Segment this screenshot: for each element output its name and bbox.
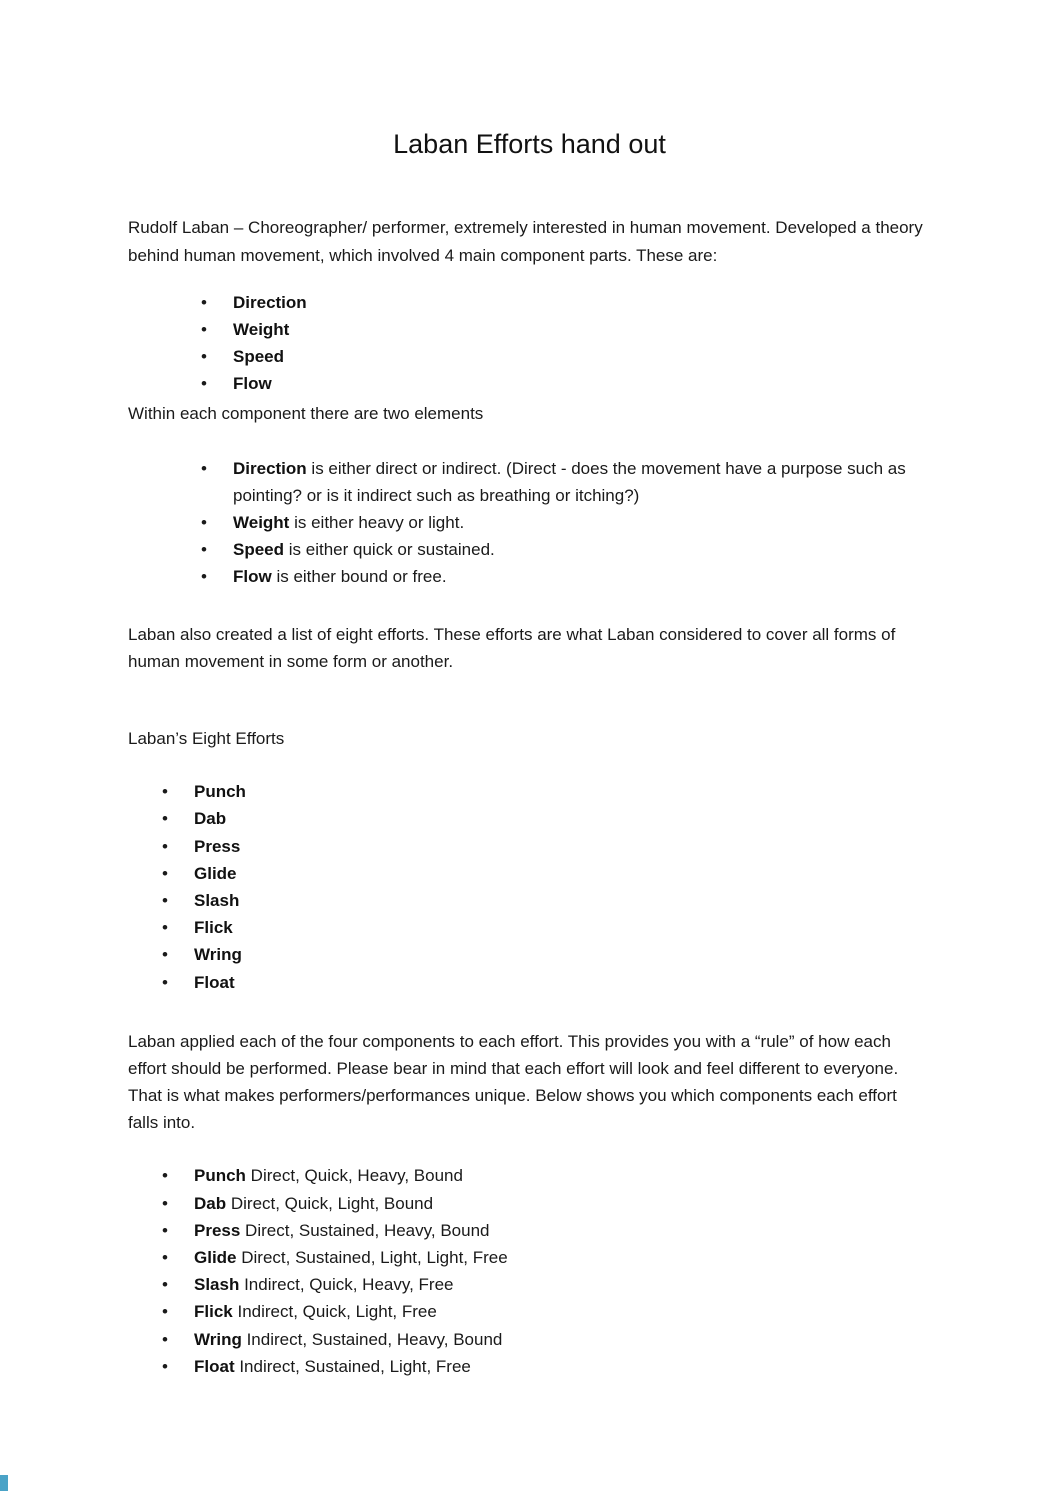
list-item [201,316,931,343]
list-item [162,1162,931,1189]
list-item [162,860,931,887]
list-item [201,343,931,370]
component-name: Weight [233,319,290,339]
rule-components: Indirect, Quick, Light, Free [232,1302,437,1322]
element-description: is either direct or indirect. (Direct - does the movement have a purpose such as pointing? or is it indirect such as breathing or itching?) [233,458,906,505]
effort-name: Dab [194,809,227,829]
element-description: is either heavy or light. [289,513,465,533]
list-item [162,1271,931,1298]
list-item [162,1326,931,1353]
element-term: Weight [233,513,290,533]
effort-name: Wring [194,945,242,965]
list-item [201,289,931,316]
rule-effort: Float [194,1356,235,1376]
effort-name: Float [194,972,235,992]
rules-intro-paragraph: Laban applied each of the four components to each effort. This provides you with a “rule” of how each effort should be performed. Please bear in mind that each effort will look and feel different to everyone. That is what makes performers/performances unique. Below shows you which components each effort falls into. [128,1031,899,1133]
rule-effort: Dab [194,1193,227,1213]
element-description: is either bound or free. [271,567,447,587]
efforts-heading: Laban’s Eight Efforts [128,729,285,749]
component-name: Speed [233,347,285,367]
component-name: Flow [233,374,272,394]
rule-components: Direct, Quick, Light, Bound [226,1193,434,1213]
effort-name: Glide [194,863,237,883]
list-item [162,1298,931,1325]
component-name: Direction [233,292,307,312]
rule-effort: Glide [194,1248,237,1268]
rule-effort: Wring [194,1329,242,1349]
list-item [162,778,931,805]
effort-name: Press [194,836,241,856]
effort-name: Punch [194,782,246,802]
intro-paragraph: Rudolf Laban – Choreographer/ performer, extremely interested in human movement. Developed a theory behind human movement, which involved 4 main component parts. These are: [128,218,923,265]
page-corner-accent [0,1475,8,1491]
efforts-intro-paragraph: Laban also created a list of eight efforts. These efforts are what Laban considered to cover all forms of human movement in some form or another. [128,624,896,671]
rule-components: Indirect, Sustained, Heavy, Bound [241,1329,503,1349]
rule-components: Indirect, Sustained, Light, Free [234,1356,471,1376]
list-item [162,1190,931,1217]
document-title: Laban Efforts hand out [393,129,666,159]
list-item [162,887,931,914]
list-item [162,1217,931,1244]
list-item [201,509,931,536]
list-item [162,833,931,860]
list-item [162,969,931,996]
element-term: Direction [233,458,307,478]
list-item [162,914,931,941]
list-item [201,370,931,397]
list-item [162,1353,931,1380]
elements-list [201,455,931,591]
list-item [201,563,931,590]
components-list [201,289,931,398]
rule-effort: Press [194,1220,241,1240]
element-description: is either quick or sustained. [284,540,495,560]
efforts-list [162,778,931,996]
rule-effort: Punch [194,1166,246,1186]
element-term: Speed [233,540,285,560]
effort-name: Flick [194,918,233,938]
list-item [162,941,931,968]
list-item [162,1244,931,1271]
rule-effort: Slash [194,1275,240,1295]
rule-effort: Flick [194,1302,233,1322]
rule-components: Direct, Sustained, Heavy, Bound [240,1220,490,1240]
list-item [162,805,931,832]
rule-components: Direct, Sustained, Light, Light, Free [236,1248,508,1268]
list-item [201,536,931,563]
rule-components: Direct, Quick, Heavy, Bound [245,1166,463,1186]
element-term: Flow [233,567,272,587]
list-item [201,455,931,509]
effort-name: Slash [194,890,240,910]
rules-list [162,1162,931,1380]
rule-components: Indirect, Quick, Heavy, Free [239,1275,454,1295]
elements-heading: Within each component there are two elements [128,403,484,423]
